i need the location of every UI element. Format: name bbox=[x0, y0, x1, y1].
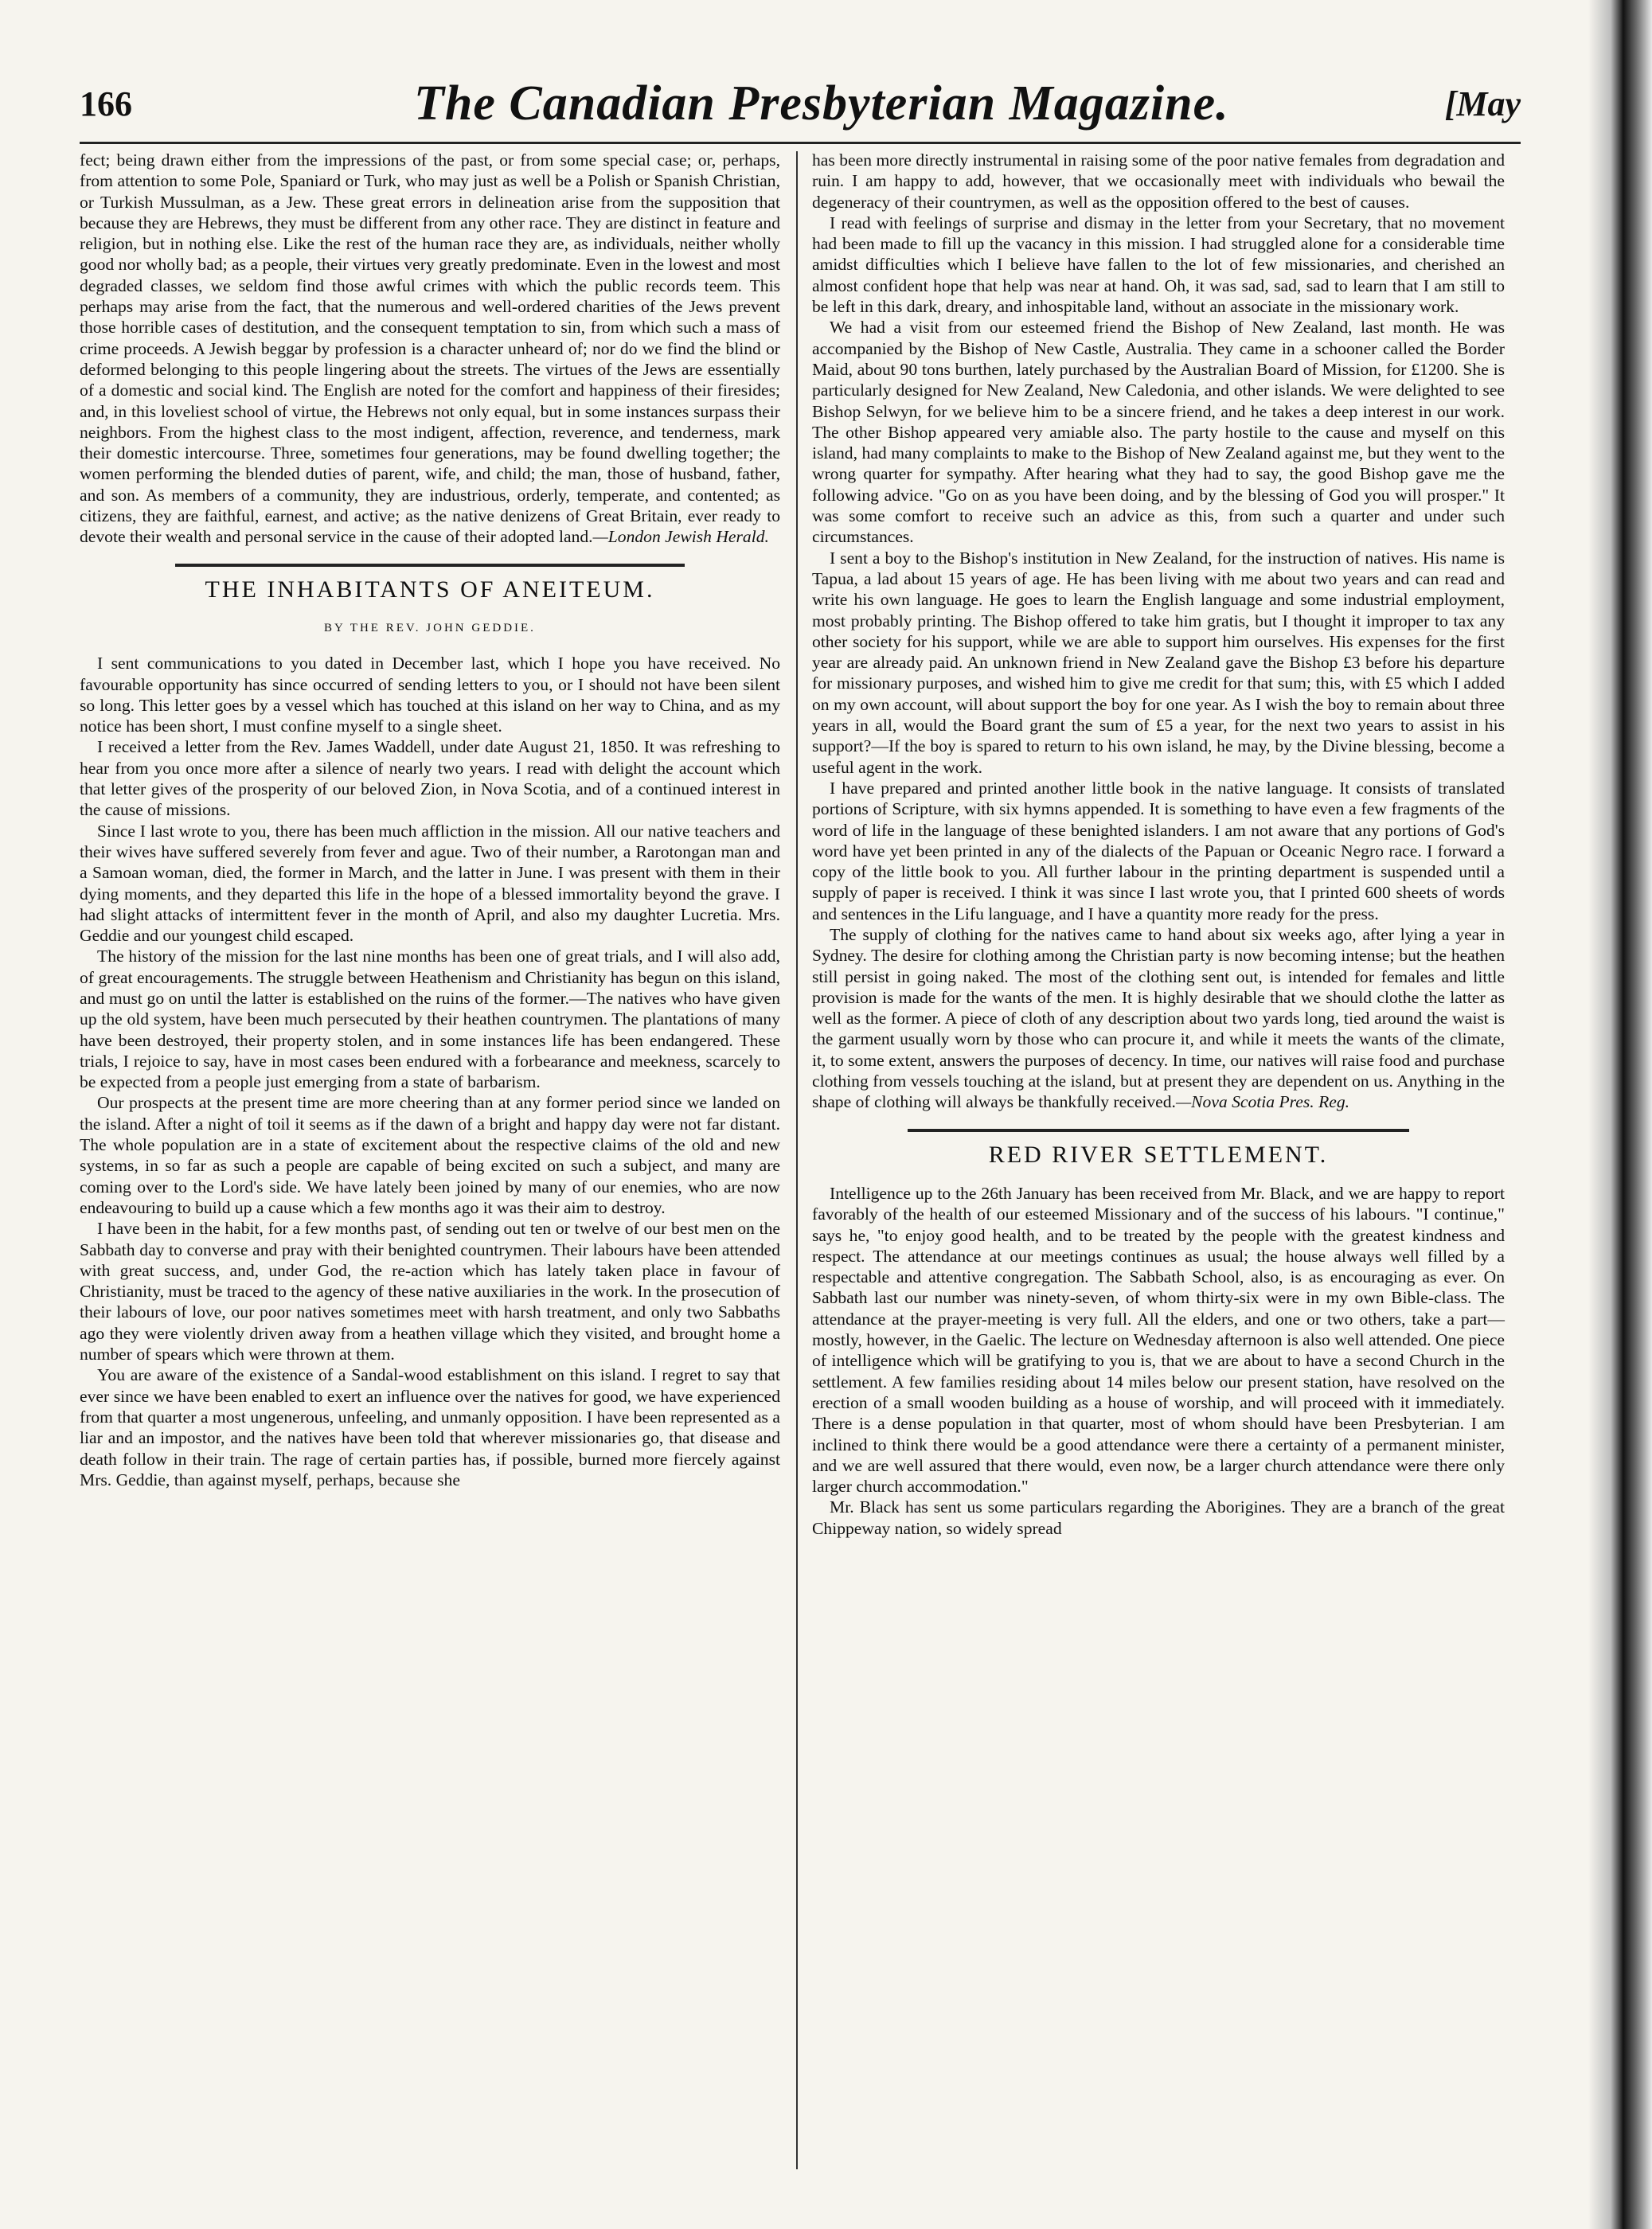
issue-month: [May bbox=[1444, 84, 1521, 123]
article-paragraph: I sent a boy to the Bishop's institution in New Zealand, for the instruction of natives. His name is Tapua, a lad about 15 years of age. He has been living with me about two years and can read and write his own language. He goes to learn the English language and some industrial employment, most probably printing. The Bishop offered to take him gratis, but I thought it improper to tax any other society for his support, while we are able to support him ourselves. His expenses for the first year are already paid. An unknown friend in New Zealand gave the Bishop £3 before his departure for missionary purposes, and wished him to give me credit for that sum; this, with £5 which I added on my own account, will about support the boy for one year. As I wish the boy to remain about three years in all, would the Board grant the sum of £5 a year, for the next two years to assist in his support?—If the boy is spared to return to his own island, he may, by the Divine blessing, become a useful agent in the work. bbox=[812, 548, 1505, 777]
article-paragraph bbox=[80, 150, 780, 548]
right-column bbox=[812, 150, 1505, 1539]
section-rule bbox=[908, 1129, 1409, 1132]
article-paragraph: I sent communications to you dated in December last, which I hope you have received. No favourable opportunity has since occurred of sending letters to you, or I should not have been silent so long. This letter goes by a vessel which has touched at this island on her way to China, and as my notice has been short, I must confine myself to a single sheet. bbox=[80, 654, 780, 736]
column-divider bbox=[796, 151, 798, 2169]
article-paragraph: has been more directly instrumental in raising some of the poor native females from degradation and ruin. I am happy to add, however, that we occasionally meet with individuals who bewail the degeneracy of their countrymen, as well as the opposition offered to the best of causes. bbox=[812, 150, 1505, 212]
header-rule bbox=[80, 142, 1521, 144]
article-paragraph: Mr. Black has sent us some particulars regarding the Aborigines. They are a branch of the great Chippeway nation, so widely spread bbox=[812, 1497, 1505, 1538]
left-column bbox=[80, 150, 780, 1490]
article-paragraph: I have prepared and printed another little book in the native language. It consists of translated portions of Scripture, with six hymns appended. It is something to have even a few fragments of the word of life in the language of these benighted islanders. I am not aware that any portions of God's word have yet been printed in any of the dialects of the Papuan or Oceanic Negro race. I forward a copy of the little book to you. All further labour in the printing department is suspended until a supply of paper is received. I think it was since I last wrote you, that I printed 600 sheets of words and sentences in the Lifu language, and I have a quantity more ready for the press. bbox=[812, 778, 1505, 923]
section-rule bbox=[175, 564, 685, 567]
scan-edge bbox=[1588, 0, 1652, 2229]
paragraph-text: The supply of clothing for the natives came to hand about six weeks ago, after lying a year in Sydney. The desire for clothing among the Christian party is now becoming intense; but the heathen still persist in going naked. The most of the clothing sent out, is intended for females and little provision is made for the wants of the men. It is highly desirable that we should clothe the latter as well as the former. A piece of cloth of any description about two yards long, tied around the waist is the garment usually worn by those who can procure it, and while it meets the wants of the climate, it, to some extent, answers the purposes of decency. In time, our natives will raise food and purchase clothing from vessels touching at the island, but at present they are dependent on us. Anything in the shape of clothing will always be thankfully received. bbox=[812, 924, 1505, 1112]
article-paragraph: I have been in the habit, for a few months past, of sending out ten or twelve of our best men on the Sabbath day to converse and pray with their benighted countrymen. Their labours have been attended with great success, and, under God, the re-action which has lately taken place in favour of Christianity, must be traced to the agency of these native auxiliaries in the work. In the prosecution of their labours of love, our poor natives sometimes meet with harsh treatment, and only two Sabbaths ago they were violently driven away from a heathen village which they visited, and brought home a number of spears which were thrown at them. bbox=[80, 1219, 780, 1364]
source-credit: —London Jewish Herald. bbox=[592, 527, 769, 547]
page-number: 166 bbox=[80, 84, 132, 123]
page-header bbox=[80, 76, 1521, 131]
paragraph-text: fect; being drawn either from the impressions of the past, or from some special case; or, perhaps, from attention to some Pole, Spaniard or Turk, who may just as well be a Polish or Spanish Christian, or Turkish Mussulman, as a Jew. These great errors in delineation arise from the supposition that because they are Hebrews, they must be different from any other race. They are distinct in feature and religion, but in nothing else. Like the rest of the human race they are, as individuals, neither wholly good nor wholly bad; as a people, their virtues very greatly predominate. Even in the lowest and most degraded classes, we seldom find those awful crimes with which the public records teem. This perhaps may arise from the fact, that the numerous and well-ordered charities of the Jews prevent those horrible cases of destitution, and the consequent temptation to sin, from which such a mass of crime proceeds. A Jewish beggar by profession is a character unheard of; nor do we find the blind or deformed belonging to this people lingering about the streets. The virtues of the Jews are essentially of a domestic and social kind. The English are noted for the comfort and happiness of their firesides; and, in this loveliest school of virtue, the Hebrews not only equal, but in some instances surpass their neighbors. From the highest class to the most indigent, affection, reverence, and tenderness, mark their domestic intercourse. Three, sometimes four generations, may be found dwelling together; the women performing the blended duties of parent, wife, and child; the man, those of husband, father, and son. As members of a community, they are industrious, orderly, temperate, and contented; as citizens, they are faithful, earnest, and active; as the native denizens of Great Britain, ever ready to devote their wealth and personal service in the cause of their adopted land. bbox=[80, 150, 780, 547]
article-paragraph: I received a letter from the Rev. James Waddell, under date August 21, 1850. It was refreshing to hear from you once more after a silence of nearly two years. I read with delight the account which that letter gives of the prosperity of our beloved Zion, in Nova Scotia, and of a continued interest in the cause of missions. bbox=[80, 737, 780, 820]
article-paragraph: You are aware of the existence of a Sandal-wood establishment on this island. I regret to say that ever since we have been enabled to exert an influence over the natives for good, we have experienced from that quarter a most ungenerous, unfeeling, and unmanly opposition. I have been represented as a liar and an impostor, and the natives have been told that wherever missionaries go, that disease and death follow in their train. The rage of certain parties has, if possible, burned more fiercely against Mrs. Geddie, than against myself, perhaps, because she bbox=[80, 1365, 780, 1489]
section-title: RED RIVER SETTLEMENT. bbox=[988, 1141, 1329, 1168]
article-paragraph: Our prospects at the present time are more cheering than at any former period since we landed on the island. After a night of toil it seems as if the dawn of a bright and happy day were not far distant. The whole population are in a state of excitement about the respective claims of the old and new systems, in so far as such a people are capable of being excited on such a subject, and many are coming over to the Lord's side. We have lately been joined by many of our enemies, who are now endeavouring to build up a cause which a few months ago it was their aim to destroy. bbox=[80, 1093, 780, 1217]
article-paragraph: Intelligence up to the 26th January has been received from Mr. Black, and we are happy to report favorably of the health of our esteemed Missionary and of the success of his labours. "I continue," says he, "to enjoy good health, and to be treated by the people with the greatest kindness and respect. The attendance at our meetings continues as usual; the house always well filled by a respectable and attentive congregation. The Sabbath School, also, is as encouraging as ever. On Sabbath last our number was ninety-seven, of whom thirty-six were in my own Bible-class. The attendance at the prayer-meeting is very full. All the elders, and one or two others, take a part—mostly, however, in the Gaelic. The lecture on Wednesday afternoon is also well attended. One piece of intelligence which will be gratifying to you is, that we are about to have a second Church in the settlement. A few families residing about 14 miles below our present station, have resolved on the erection of a small wooden building as a house of worship, and will proceed with it immediately. There is a dense population in that quarter, most of whom should have been Presbyterian. I am inclined to think there would be a good attendance were there a certainty of a permanent minister, and we are well assured that there would, even now, be a larger church attendance were there only larger church accommodation." bbox=[812, 1183, 1505, 1497]
masthead-title: The Canadian Presbyterian Magazine. bbox=[414, 76, 1229, 131]
section-title: THE INHABITANTS OF ANEITEUM. bbox=[205, 576, 655, 603]
article-paragraph: I read with feelings of surprise and dismay in the letter from your Secretary, that no movement had been made to fill up the vacancy in this mission. I had struggled alone for a considerable time amidst difficulties which I believe have fallen to the lot of few missionaries, and cherished an almost confident hope that help was near at hand. Oh, it was sad, sad, sad to learn that I am still to be left in this dark, dreary, and inhospitable land, without an associate in the missionary work. bbox=[812, 213, 1505, 317]
article-paragraph: The history of the mission for the last nine months has been one of great trials, and I will also add, of great encouragements. The struggle between Heathenism and Christianity has begun on this island, and must go on until the latter is established on the ruins of the former.—The natives who have given up the old system, have been much persecuted by their heathen countrymen. The plantations of many have been destroyed, their property stolen, and in some instances life has been endangered. These trials, I rejoice to say, have in most cases been endured with a forbearance and meekness, scarcely to be expected from a people just emerging from a state of barbarism. bbox=[80, 947, 780, 1092]
source-credit: —Nova Scotia Pres. Reg. bbox=[1175, 1092, 1350, 1112]
article-paragraph: We had a visit from our esteemed friend the Bishop of New Zealand, last month. He was accompanied by the Bishop of New Castle, Australia. They came in a schooner called the Border Maid, about 90 tons burthen, lately purchased by the Australian Board of Mission, for £1200. She is particularly designed for New Zealand, New Caledonia, and other islands. We were delighted to see Bishop Selwyn, for we believe him to be a sincere friend, and he takes a deep interest in our work. The other Bishop appeared very amiable also. The party hostile to the cause and myself on this island, had many complaints to make to the Bishop of New Zealand against me, but they went to the wrong quarter for sympathy. After hearing what they had to say, the good Bishop gave me the following advice. "Go on as you have been doing, and by the blessing of God you will prosper." It was some comfort to receive such an advice as this, from such a quarter and under such circumstances. bbox=[812, 318, 1505, 547]
article-paragraph bbox=[812, 924, 1505, 1113]
article-paragraph: Since I last wrote to you, there has been much affliction in the mission. All our native teachers and their wives have suffered severely from fever and ague. Two of their number, a Rarotongan man and a Samoan woman, died, the former in March, and the latter in June. I was present with them in their dying moments, and they departed this life in the hope of a blessed immortality beyond the grave. I had slight attacks of intermittent fever in the month of April, and also my daughter Lucretia. Mrs. Geddie and our youngest child escaped. bbox=[80, 821, 780, 946]
byline: BY THE REV. JOHN GEDDIE. bbox=[324, 621, 536, 634]
